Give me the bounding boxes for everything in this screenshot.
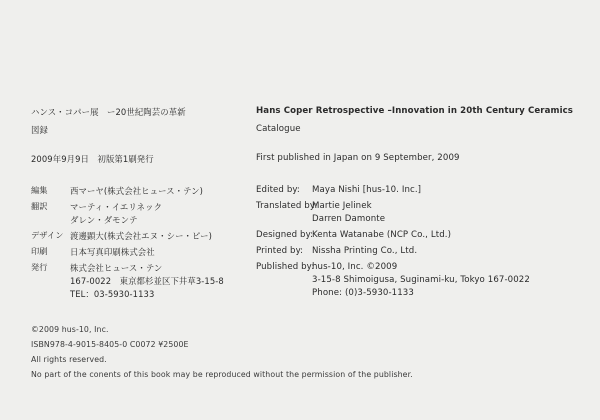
jp-credit-label: 翻訳 bbox=[31, 201, 48, 211]
en-publication-date: First published in Japan on 9 September, 2009 bbox=[256, 153, 460, 163]
jp-title: ハンス・コパー展 ー20世紀陶芸の革新 bbox=[31, 107, 186, 117]
jp-credit-value: 渡邊顕大(株式会社エヌ・シー・ピー) bbox=[70, 231, 212, 241]
jp-credit-label: 印刷 bbox=[31, 246, 48, 256]
en-credit-label: Edited by: bbox=[256, 185, 300, 195]
en-credit-label: Printed by: bbox=[256, 246, 304, 256]
en-subtitle: Catalogue bbox=[256, 124, 301, 134]
jp-credit-value: 西マーヤ(株式会社ヒュース・テン) bbox=[70, 186, 204, 196]
footer-notice: No part of the conents of this book may be reproduced without the permission of the publisher. bbox=[31, 370, 413, 379]
en-credit-value: Phone: (0)3-5930-1133 bbox=[312, 288, 414, 298]
jp-publication-date: 2009年9月9日 初版第1刷発行 bbox=[31, 154, 154, 164]
en-credit-value: Darren Damonte bbox=[312, 214, 386, 224]
jp-credit-value: 167-0022 東京都杉並区下井草3-15-8 bbox=[70, 276, 224, 286]
jp-credit-label: 編集 bbox=[31, 185, 48, 195]
jp-credit-value: 日本写真印刷株式会社 bbox=[70, 247, 155, 257]
en-credit-value: Martie Jelinek bbox=[312, 201, 372, 211]
en-credit-label: Designed by: bbox=[256, 230, 314, 240]
en-credit-value: 3-15-8 Shimoigusa, Suginami-ku, Tokyo 167-0022 bbox=[312, 275, 530, 285]
jp-credit-value: マーティ・イエリネック bbox=[70, 202, 163, 212]
footer-copyright: ©2009 hus-10, Inc. bbox=[31, 325, 109, 334]
en-credit-value: Kenta Watanabe (NCP Co., Ltd.) bbox=[312, 230, 452, 240]
jp-credit-value: 株式会社ヒュース・テン bbox=[70, 263, 163, 273]
jp-subtitle: 図録 bbox=[31, 125, 48, 135]
jp-credit-label: 発行 bbox=[31, 262, 48, 272]
en-credit-value: Maya Nishi [hus-10. Inc.] bbox=[312, 185, 422, 195]
en-credit-value: Nissha Printing Co., Ltd. bbox=[312, 246, 418, 256]
en-credit-value: hus-10, Inc. ©2009 bbox=[312, 262, 398, 272]
footer-isbn: ISBN978-4-9015-8405-0 C0072 ¥2500E bbox=[31, 340, 189, 349]
footer-rights: All rights reserved. bbox=[31, 355, 107, 364]
en-title: Hans Coper Retrospective –Innovation in 20th Century Ceramics bbox=[256, 106, 574, 116]
en-credit-label: Published by: bbox=[256, 262, 315, 272]
jp-credit-value: TEL：03-5930-1133 bbox=[70, 289, 155, 299]
jp-credit-value: ダレン・ダモンテ bbox=[70, 215, 138, 225]
en-credit-label: Translated by: bbox=[256, 201, 318, 211]
jp-credit-label: デザイン bbox=[31, 230, 64, 240]
